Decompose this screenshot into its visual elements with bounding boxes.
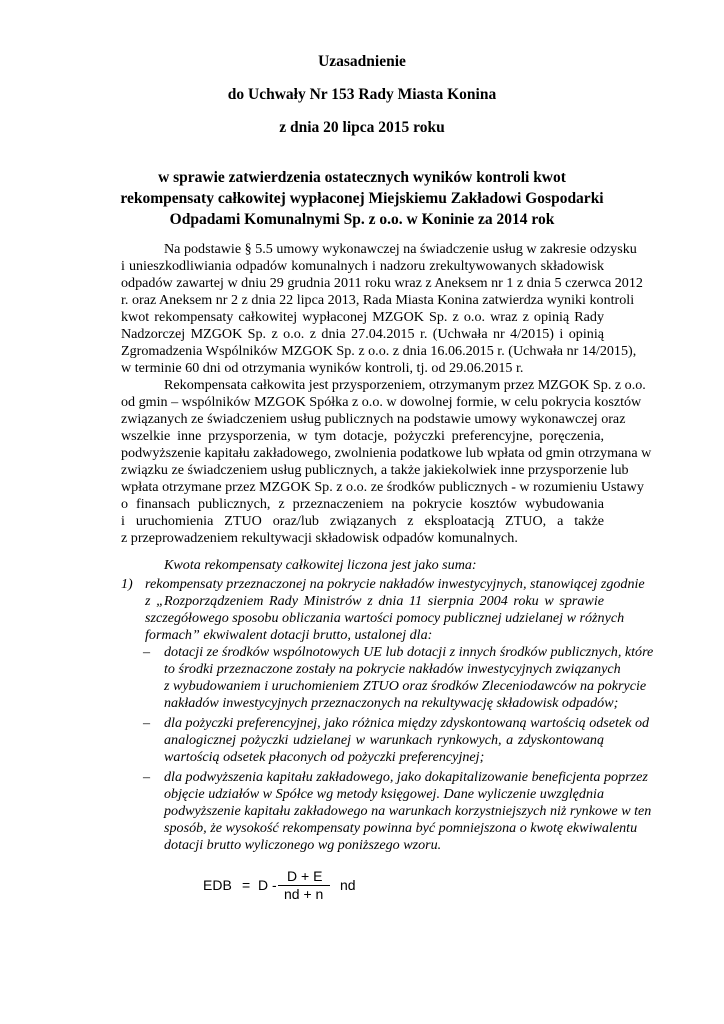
subitem-line: analogicznej pożyczki udzielanej w warunkach rynkowych, a zdyskontowaną	[164, 732, 604, 748]
formula-multiplier: nd	[340, 877, 356, 893]
list-item-line: z „Rozporządzeniem Rady Ministrów z dnia 11 sierpnia 2004 roku w sprawie	[145, 593, 604, 609]
dash-marker: –	[143, 644, 151, 660]
paragraph-line: od gmin – wspólników MZGOK Spółka z o.o. w dowolnej formie, w celu pokrycia kosztów	[121, 394, 642, 410]
paragraph-line: kwot rekompensaty całkowitej wypłaconej MZGOK Sp. z o.o. wraz z opinią Rady	[121, 309, 604, 325]
paragraph-line: wpłata otrzymane przez MZGOK Sp. z o.o. ze środków publicznych - w rozumieniu Ustawy	[121, 479, 644, 495]
subitem-line: dla pożyczki preferencyjnej, jako różnica między zdyskontowaną wartością odsetek od	[164, 715, 650, 731]
paragraph-line: z przeprowadzeniem rekultywacji składowisk odpadów komunalnych.	[121, 530, 518, 546]
list-marker: 1)	[121, 576, 133, 592]
formula-lhs: EDB	[203, 877, 232, 893]
subitem-line: dotacji brutto wyliczonego wg poniższego wzoru.	[164, 837, 442, 853]
paragraph-line: i unieszkodliwiania odpadów komunalnych i nadzoru zrekultywowanych składowisk	[121, 258, 604, 274]
subitem-line: dotacji ze środków wspólnotowych UE lub dotacji z innych środków publicznych, które	[164, 644, 654, 660]
resolution-date: z dnia 20 lipca 2015 roku	[279, 119, 445, 136]
subitem-line: to środki przeznaczone zostały na pokrycie nakładów inwestycyjnych związanych	[164, 661, 621, 677]
subitem-line: wartością odsetek płaconych od pożyczki preferencyjnej;	[164, 749, 485, 765]
paragraph-line: Na podstawie § 5.5 umowy wykonawczej na świadczenie usług w zakresie odzysku	[164, 241, 637, 257]
paragraph-line: i uruchomienia ZTUO oraz/lub związanych z eksploatacją ZTUO, a także	[121, 513, 604, 529]
subitem-line: z wybudowaniem i uruchomieniem ZTUO oraz środków Zleceniodawców na pokrycie	[164, 678, 647, 694]
subitem-line: podwyższenie kapitału zakładowego na warunkach korzystniejszych niż rynkowe w ten	[164, 803, 652, 819]
list-item-line: rekompensaty przeznaczonej na pokrycie nakładów inwestycyjnych, stanowiącej zgodnie	[145, 576, 645, 592]
subitem-line: sposób, że wysokość rekompensaty powinna być pomniejszona o kwotę ekwiwalentu	[164, 820, 638, 836]
subject-line: rekompensaty całkowitej wypłaconej Miejskiemu Zakładowi Gospodarki	[120, 190, 604, 207]
paragraph-line: Nadzorczej MZGOK Sp. z o.o. z dnia 27.04.2015 r. (Uchwała nr 4/2015) i opinią	[121, 326, 604, 342]
sum-intro: Kwota rekompensaty całkowitej liczona jest jako suma:	[164, 557, 477, 573]
paragraph-line: związanych ze świadczeniem usług publicznych na podstawie umowy wykonawczej oraz	[121, 411, 626, 427]
formula-d: D	[258, 877, 269, 893]
list-item-line: formach” ekwiwalent dotacji brutto, ustalonej dla:	[145, 627, 433, 643]
paragraph-line: w terminie 60 dni od otrzymania wyników kontroli, tj. od 29.06.2015 r.	[121, 360, 524, 376]
dash-marker: –	[143, 715, 151, 731]
paragraph-line: odpadów zawartej w dniu 29 grudnia 2011 roku wraz z Aneksem nr 1 z dnia 5 czerwca 2012	[121, 275, 643, 291]
list-item-line: szczegółowego sposobu obliczania wartości pomocy publicznej udzielanej w różnych	[145, 610, 625, 626]
paragraph-line: Zgromadzenia Wspólników MZGOK Sp. z o.o. z dnia 16.06.2015 r. (Uchwała nr 14/2015),	[121, 343, 637, 359]
document-title: Uzasadnienie	[318, 53, 406, 70]
formula-minus: -	[272, 877, 277, 893]
subitem-line: nakładów inwestycyjnych przeznaczonych na rekultywację składowisk odpadów;	[164, 695, 619, 711]
paragraph-line: wszelkie inne przysporzenia, w tym dotacje, pożyczki preferencyjne, poręczenia,	[121, 428, 604, 444]
subject-line: w sprawie zatwierdzenia ostatecznych wyników kontroli kwot	[158, 169, 566, 186]
subitem-line: dla podwyższenia kapitału zakładowego, jako dokapitalizowanie beneficjenta poprzez	[164, 769, 648, 785]
resolution-number: do Uchwały Nr 153 Rady Miasta Konina	[227, 86, 497, 103]
paragraph-line: Rekompensata całkowita jest przysporzeniem, otrzymanym przez MZGOK Sp. z o.o.	[164, 377, 646, 393]
paragraph-line: r. oraz Aneksem nr 2 z dnia 22 lipca 2013, Rada Miasta Konina zatwierdza wyniki kontroli	[121, 292, 635, 308]
formula-denominator: nd + n	[284, 886, 324, 902]
paragraph-line: o finansach publicznych, z przeznaczeniem na pokrycie kosztów wybudowania	[121, 496, 604, 512]
paragraph-line: związku ze świadczeniem usług publicznych, a także jakiekolwiek inne przysporzenie lub	[121, 462, 629, 478]
formula-equals: =	[242, 877, 251, 893]
formula-numerator: D + E	[287, 868, 323, 884]
paragraph-line: podwyższenie kapitału zakładowego, zwolnienia podatkowe lub wpłata od gmin otrzymana w	[121, 445, 652, 461]
subitem-line: objęcie udziałów w Spółce wg metody księgowej. Dane wyliczenie uwzględnia	[164, 786, 604, 802]
subject-line: Odpadami Komunalnymi Sp. z o.o. w Koninie za 2014 rok	[169, 211, 555, 228]
dash-marker: –	[143, 769, 151, 785]
